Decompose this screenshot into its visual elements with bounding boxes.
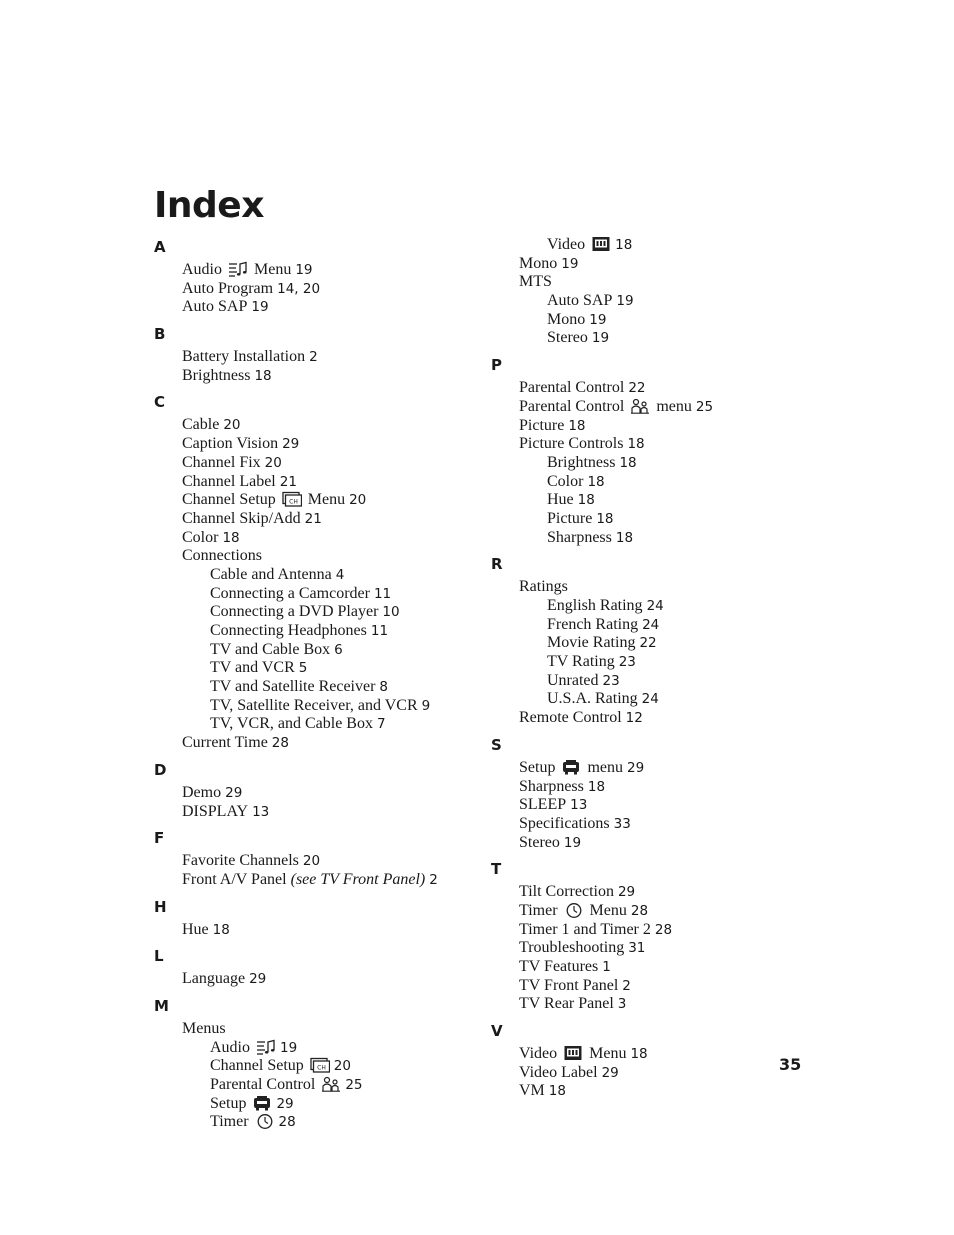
page-number: 35	[779, 1055, 802, 1074]
index-entry-color: Color 18	[182, 528, 240, 546]
index-subentry-unrated: Unrated 23	[547, 671, 620, 689]
index-subentry-dvd-player: Connecting a DVD Player 10	[210, 603, 400, 621]
section-letter-s: S	[491, 735, 502, 754]
parental-control-icon	[630, 398, 650, 414]
index-subentry-hue: Hue 18	[547, 491, 595, 509]
index-entry-picture-controls: Picture Controls 18	[519, 435, 645, 453]
index-entry-demo: Demo 29	[182, 783, 243, 801]
index-subentry-tv-satellite: TV and Satellite Receiver 8	[210, 678, 389, 696]
index-subentry-timer: Timer 28	[210, 1113, 296, 1131]
index-entry-parental-control-menu: Parental Control menu 25	[519, 397, 714, 415]
index-entry-parental-control: Parental Control 22	[519, 379, 646, 397]
index-subentry-camcorder: Connecting a Camcorder 11	[210, 584, 392, 602]
index-entry-sharpness: Sharpness 18	[519, 777, 606, 795]
index-subentry-color: Color 18	[547, 472, 605, 490]
audio-menu-icon	[256, 1039, 276, 1055]
index-entry-vm: VM 18	[519, 1082, 566, 1100]
index-entry-timer-menu: Timer Menu 28	[519, 901, 649, 919]
index-entry-front-av-panel: Front A/V Panel (see TV Front Panel) 2	[182, 870, 438, 888]
index-entry-video-label: Video Label 29	[519, 1063, 619, 1081]
index-entry-mono: Mono 19	[519, 254, 579, 272]
index-entry-cable: Cable 20	[182, 416, 241, 434]
index-entry-picture: Picture 18	[519, 416, 586, 434]
section-letter-t: T	[491, 860, 502, 879]
index-entry-brightness: Brightness 18	[182, 366, 272, 384]
svg-text:CH: CH	[316, 1064, 326, 1072]
index-entry-current-time: Current Time 28	[182, 734, 289, 752]
index-subentry-mono: Mono 19	[547, 310, 607, 328]
index-column-left	[154, 236, 474, 1132]
index-entry-remote-control: Remote Control 12	[519, 709, 643, 727]
index-subentry-setup: Setup 29	[210, 1094, 294, 1112]
index-subentry-sharpness: Sharpness 18	[547, 528, 634, 546]
section-letter-h: H	[154, 897, 167, 916]
index-subentry-stereo: Stereo 19	[547, 329, 610, 347]
index-entry-troubleshooting: Troubleshooting 31	[519, 939, 646, 957]
index-entry-channel-setup: Channel Setup CH Menu 20	[182, 491, 367, 509]
section-letter-a: A	[154, 238, 166, 256]
section-letter-b: B	[154, 325, 166, 344]
index-entry-mts: MTS	[519, 273, 552, 291]
index-subentry-audio: Audio 19	[210, 1038, 298, 1056]
index-entry-video-menu: Video Menu 18	[519, 1045, 648, 1063]
index-subentry-french-rating: French Rating 24	[547, 615, 660, 633]
index-subentry-cable-antenna: Cable and Antenna 4	[210, 565, 345, 583]
section-letter-r: R	[491, 555, 503, 574]
section-letter-l: L	[154, 947, 164, 966]
video-menu-icon	[591, 236, 611, 252]
index-subentry-tv-rating: TV Rating 23	[547, 653, 636, 671]
index-entry-specifications: Specifications 33	[519, 814, 631, 832]
index-subentry-tv-satellite-vcr: TV, Satellite Receiver, and VCR 9	[210, 696, 431, 714]
index-subentry-tv-vcr: TV and VCR 5	[210, 659, 308, 677]
index-entry-setup-menu: Setup menu 29	[519, 758, 645, 776]
svg-text:CH: CH	[288, 498, 298, 506]
index-subentry-usa-rating: U.S.A. Rating 24	[547, 690, 659, 708]
index-subentry-movie-rating: Movie Rating 22	[547, 634, 657, 652]
index-entry-channel-skip-add: Channel Skip/Add 21	[182, 509, 322, 527]
setup-icon	[252, 1095, 272, 1111]
index-entry-tv-rear-panel: TV Rear Panel 3	[519, 995, 627, 1013]
parental-control-icon	[321, 1076, 341, 1092]
index-entry-stereo: Stereo 19	[519, 833, 582, 851]
page-title: Index	[154, 185, 264, 226]
index-entry-caption-vision: Caption Vision 29	[182, 435, 300, 453]
index-entry-menus: Menus	[182, 1019, 226, 1037]
timer-icon	[255, 1113, 275, 1129]
index-entry-tv-front-panel: TV Front Panel 2	[519, 976, 631, 994]
video-menu-icon	[563, 1045, 583, 1061]
index-entry-ratings: Ratings	[519, 578, 568, 596]
index-entry-display: DISPLAY 13	[182, 802, 270, 820]
index-subentry-channel-setup: Channel Setup CH 20	[210, 1057, 351, 1075]
index-entry-hue: Hue 18	[182, 920, 230, 938]
index-entry-language: Language 29	[182, 970, 267, 988]
index-subentry-picture: Picture 18	[547, 509, 614, 527]
index-column-right	[491, 236, 821, 1101]
channel-setup-icon	[282, 491, 302, 507]
index-subentry-headphones: Connecting Headphones 11	[210, 622, 389, 639]
index-entry-favorite-channels: Favorite Channels 20	[182, 852, 321, 870]
index-entry-connections: Connections	[182, 547, 262, 565]
index-entry-timer-1-and-2: Timer 1 and Timer 2 28	[519, 920, 673, 938]
index-entry-auto-sap: Auto SAP 19	[182, 298, 269, 316]
index-entry-tilt-correction: Tilt Correction 29	[519, 883, 636, 901]
index-entry-channel-fix: Channel Fix 20	[182, 453, 282, 471]
section-letter-v: V	[491, 1022, 503, 1041]
index-subentry-tv-vcr-cable: TV, VCR, and Cable Box 7	[210, 715, 386, 733]
timer-icon	[564, 902, 584, 918]
index-entry-battery-installation: Battery Installation 2	[182, 348, 318, 366]
index-subentry-brightness: Brightness 18	[547, 453, 637, 471]
section-letter-p: P	[491, 356, 502, 375]
index-entry-auto-program: Auto Program 14, 20	[182, 279, 321, 297]
index-entry-audio: Audio Menu 19	[182, 261, 313, 278]
channel-setup-icon	[310, 1057, 330, 1073]
index-subentry-tv-cable-box: TV and Cable Box 6	[210, 640, 343, 658]
section-letter-f: F	[154, 829, 165, 848]
setup-icon	[561, 759, 581, 775]
section-letter-c: C	[154, 393, 166, 412]
section-letter-m: M	[154, 996, 169, 1015]
index-entry-tv-features: TV Features 1	[519, 958, 611, 975]
index-entry-channel-label: Channel Label 21	[182, 472, 297, 490]
index-subentry-video: Video 18	[547, 236, 633, 253]
audio-menu-icon	[228, 261, 248, 277]
index-subentry-auto-sap: Auto SAP 19	[547, 292, 634, 310]
index-subentry-english-rating: English Rating 24	[547, 597, 664, 614]
section-letter-d: D	[154, 760, 167, 779]
index-subentry-parental-control: Parental Control 25	[210, 1076, 363, 1093]
index-entry-sleep: SLEEP 13	[519, 796, 588, 814]
